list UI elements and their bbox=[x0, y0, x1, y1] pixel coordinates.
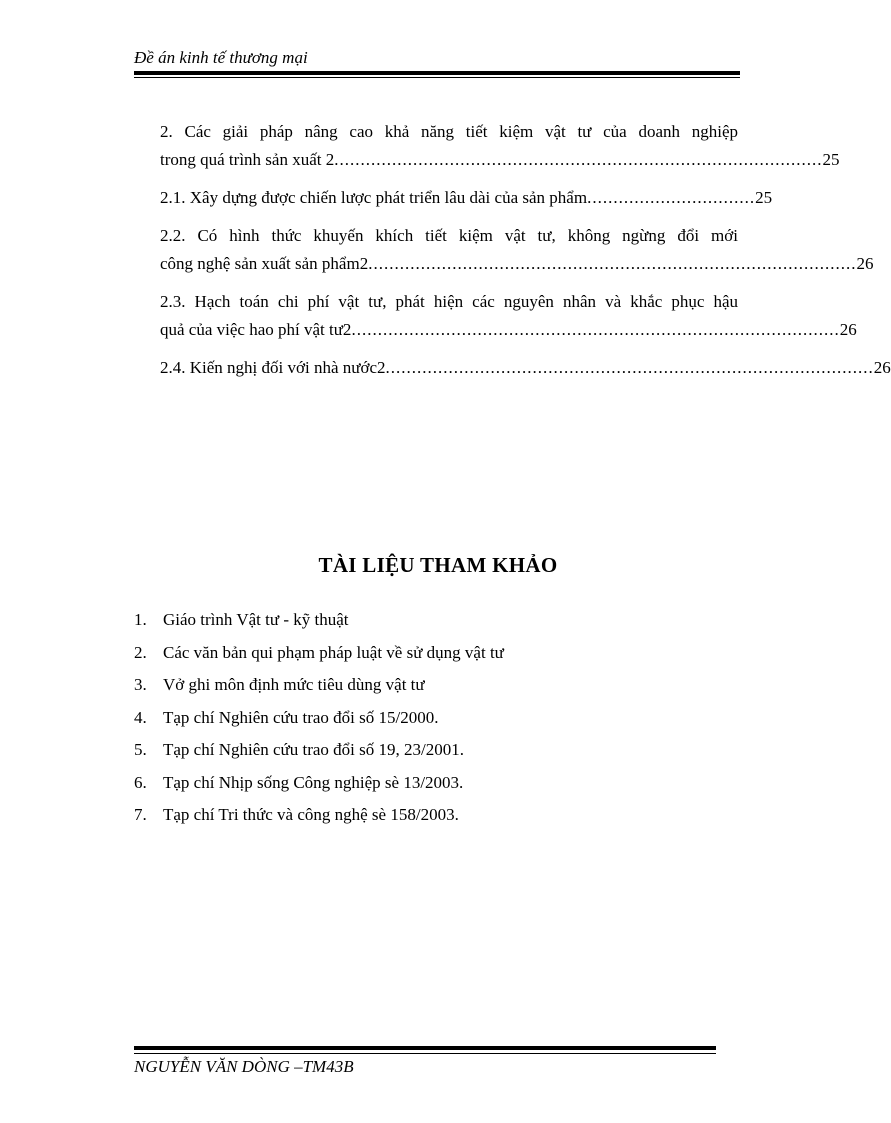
toc-entry-text: quả của việc hao phí vật tư2 bbox=[160, 320, 352, 339]
toc-entry bbox=[160, 354, 891, 382]
table-of-contents bbox=[160, 118, 891, 392]
footer-rule-thin bbox=[134, 1053, 716, 1054]
toc-page-number: 26 bbox=[873, 358, 891, 377]
list-number: 3. bbox=[134, 675, 147, 694]
toc-entry bbox=[160, 184, 773, 212]
toc-entry bbox=[160, 288, 857, 344]
reference-text: Tạp chí Nghiên cứu trao đổi số 15/2000. bbox=[163, 707, 439, 727]
toc-entry bbox=[160, 222, 874, 278]
toc-entry bbox=[160, 118, 840, 174]
toc-entry-text: 2.2. Có hình thức khuyến khích tiết kiệm vật tư, không ngừng đổi mới bbox=[160, 226, 738, 245]
reference-text: Vở ghi môn định mức tiêu dùng vật tư bbox=[163, 675, 425, 694]
header-rule bbox=[134, 71, 740, 75]
toc-leader-dots: ................................ bbox=[587, 188, 756, 207]
footer-rule bbox=[134, 1046, 716, 1050]
list-item bbox=[134, 767, 504, 800]
toc-entry-text: 2.3. Hạch toán chi phí vật tư, phát hiện các nguyên nhân và khắc phục hậu bbox=[160, 292, 738, 311]
toc-leader-dots: ............................................................................................. bbox=[368, 254, 857, 273]
toc-page-number: 26 bbox=[856, 254, 874, 273]
list-number: 5. bbox=[134, 740, 147, 759]
reference-text: Giáo trình Vật tư - kỹ thuật bbox=[163, 610, 349, 629]
toc-entry-text: 2.1. Xây dựng được chiến lược phát triển lâu dài của sản phẩm bbox=[160, 188, 588, 207]
toc-entry-text: 2. Các giải pháp nâng cao khả năng tiết kiệm vật tư của doanh nghiệp bbox=[160, 122, 738, 141]
footer-author: NGUYỄN VĂN DÒNG –TM43B bbox=[134, 1057, 354, 1076]
list-item bbox=[134, 669, 504, 702]
list-number: 1. bbox=[134, 610, 147, 629]
list-number: 6. bbox=[134, 772, 147, 792]
toc-page-number: 25 bbox=[755, 188, 773, 207]
list-number: 4. bbox=[134, 707, 147, 727]
reference-text: Các văn bản qui phạm pháp luật về sử dụng vật tư bbox=[163, 642, 504, 662]
reference-text: Tạp chí Nhịp sống Công nghiệp sè 13/2003. bbox=[163, 772, 464, 792]
toc-entry-text: trong quá trình sản xuất 2 bbox=[160, 150, 335, 169]
list-item bbox=[134, 702, 504, 735]
reference-text: Tạp chí Tri thức và công nghệ sè 158/2003. bbox=[163, 805, 459, 824]
toc-entry-text: 2.4. Kiến nghị đối với nhà nước2 bbox=[160, 358, 386, 377]
list-number: 2. bbox=[134, 642, 147, 662]
list-item bbox=[134, 604, 504, 637]
references-title: TÀI LIỆU THAM KHẢO bbox=[318, 553, 558, 577]
toc-page-number: 26 bbox=[839, 320, 857, 339]
toc-entry-text: công nghệ sản xuất sản phẩm2 bbox=[160, 254, 369, 273]
references-list bbox=[134, 604, 504, 832]
list-item bbox=[134, 637, 504, 670]
toc-leader-dots: ............................................................................................. bbox=[385, 358, 874, 377]
toc-page-number: 25 bbox=[822, 150, 840, 169]
list-number: 7. bbox=[134, 805, 147, 824]
header-rule-thin bbox=[134, 77, 740, 78]
reference-text: Tạp chí Nghiên cứu trao đổi số 19, 23/2001. bbox=[163, 740, 464, 759]
toc-leader-dots: ............................................................................................. bbox=[334, 150, 823, 169]
list-item bbox=[134, 799, 504, 832]
header-title: Đề án kinh tế thương mại bbox=[134, 48, 308, 67]
toc-leader-dots: ............................................................................................. bbox=[351, 320, 840, 339]
list-item bbox=[134, 734, 504, 767]
